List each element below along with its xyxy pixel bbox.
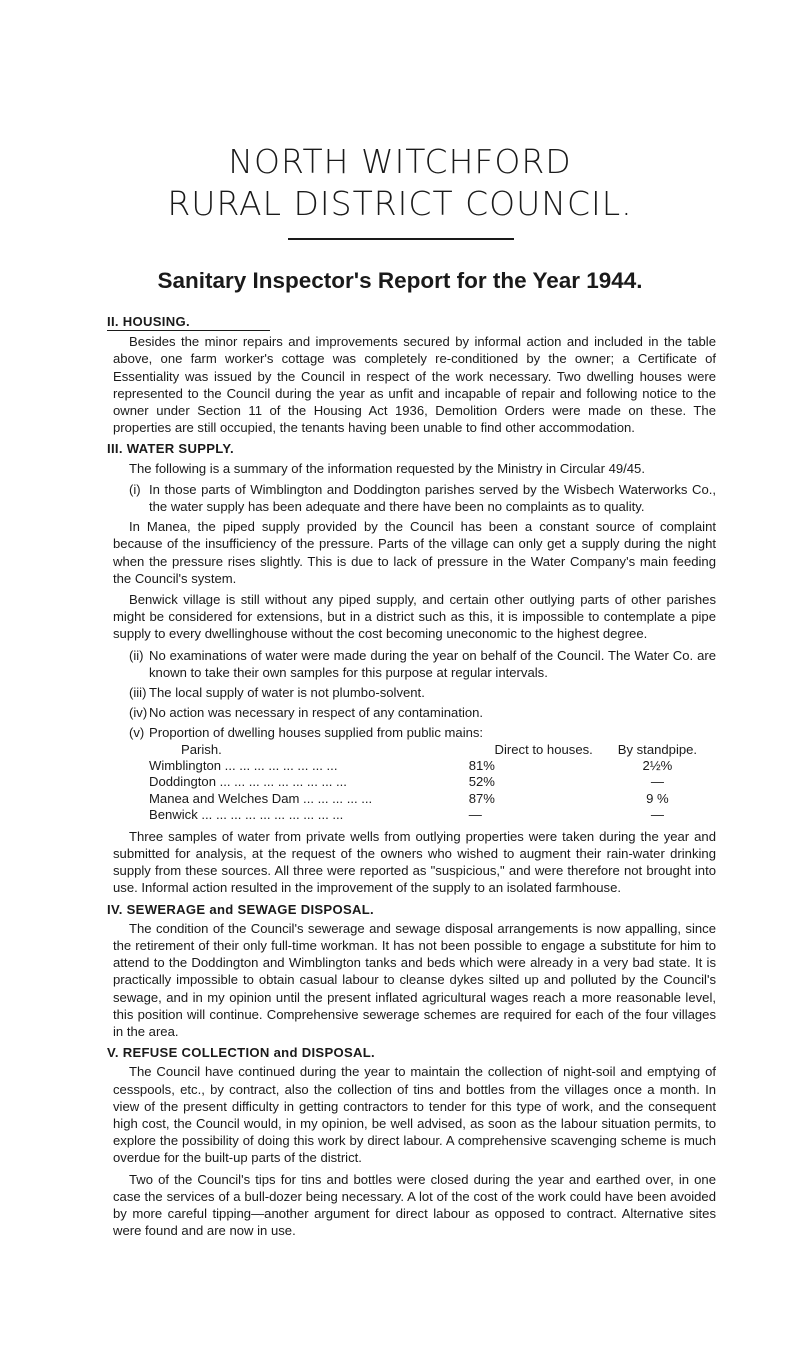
sewerage-paragraph: The condition of the Council's sewerage and sewage disposal arrangements is now appalling, since the retirement of their only full-time workman. It has not been possible to engage a substitute for him to attend to the Doddington and Wimblington tanks and beds which were already in a very bad state. It is practically impossible to obtain casual labour to cleanse dykes silted up and polluted by the Council's sewage, and in my opinion until the present inflated agricultural wages reach a more reasonable level, this position will continue. Comprehensive sewerage schemes are required for each of the four villages in the area. — [113, 920, 716, 1039]
housing-heading: II. HOUSING. — [107, 313, 716, 331]
water-item-iii: (iii) The local supply of water is not plumbo-solvent. — [129, 685, 425, 701]
water-item-i: (i) In those parts of Wimblington and Doddington parishes served by the Wisbech Waterworks Co., the water supply has been adequate and there have been no complaints as to quality. — [129, 481, 716, 515]
header-direct: Direct to houses. — [494, 741, 593, 757]
refuse-paragraph-1: The Council have continued during the year to maintain the collection of night-soil and emptying of cesspools, etc., by contract, also the collection of tins and bottles from the villages once a month. In view of the present difficulty in getting contractors to tender for this type of work, and the consequent high cost, the Council would, in my opinion, be well advised, as soon as the labour situation permits, to explore the possibility of doing this work by direct labour. A comprehensive scavenging scheme is much overdue for the built-up parts of the district. — [113, 1064, 716, 1166]
water-item-v: (v) Proportion of dwelling houses supplied from public mains: — [129, 725, 484, 741]
water-heading: III. WATER SUPPLY. — [107, 441, 234, 457]
council-name-line1: NORTH WITCHFORD — [228, 142, 572, 181]
refuse-heading: V. REFUSE COLLECTION and DISPOSAL. — [107, 1045, 375, 1061]
water-benwick-paragraph: Benwick village is still without any piped supply, and certain other outlying parts of other parishes might be considered for extensions, but in a district such as this, it is impossible to contemplate a pipe supply to every dwellinghouse without the cost becoming uneconomic to the highest degree. — [113, 592, 716, 642]
refuse-paragraph-2: Two of the Council's tips for tins and bottles were closed during the year and earthed over, in one case the services of a bull-dozer being necessary. A lot of the cost of the work could have been avoided by more careful tipping—another argument for direct labour as opposed to contract. Alternative sites were found and are now in use. — [113, 1171, 716, 1239]
water-supply-table — [149, 742, 716, 824]
header-parish: Parish. — [181, 741, 222, 757]
report-body — [107, 313, 716, 1243]
water-intro: The following is a summary of the information requested by the Ministry in Circular 49/45. — [129, 460, 645, 476]
water-item-iv: (iv) No action was necessary in respect of any contamination. — [129, 705, 484, 721]
water-manea-paragraph: In Manea, the piped supply provided by the Council has been a constant source of complaint because of the insufficiency of the pressure. Parts of the village can only get a supply during the night when the pressure rises slightly. This is due to lack of pressure in the Water Company's main feeding the Council's system. — [113, 519, 716, 586]
table-row: Manea and Welches Dam ... ... ... ... ... 87% 9 % — [149, 790, 669, 806]
council-name-line2: RURAL DISTRICT COUNCIL. — [167, 184, 633, 223]
table-row: Benwick ... ... ... ... ... ... ... ... ... ... — — — [149, 807, 664, 823]
sewerage-heading: IV. SEWERAGE and SEWAGE DISPOSAL. — [107, 901, 374, 917]
table-row: Doddington ... ... ... ... ... ... ... ... ... 52% — — [149, 774, 664, 790]
report-title: Sanitary Inspector's Report for the Year 1944. — [157, 268, 643, 293]
table-row: Wimblington ... ... ... ... ... ... ... ... 81% 2½% — [149, 758, 673, 774]
housing-paragraph: Besides the minor repairs and improvements secured by informal action and included in the table above, one farm worker's cottage was completely re-conditioned by the owner; a Certificate of Essentiality was issued by the Council in respect of the work necessary. Two dwelling houses were represented to the Council during the year as unfit and incapable of repair and following notice to the owner under Section 11 of the Housing Act 1936, Demolition Orders were made on these. The properties are still occupied, the tenants having been unable to find other accommodation. — [113, 334, 716, 436]
table-header-row — [149, 742, 716, 758]
header-standpipe: By standpipe. — [617, 741, 698, 757]
water-item-ii: (ii) No examinations of water were made during the year on behalf of the Council. The Water Co. are known to take their own samples for this purpose at regular intervals. — [129, 647, 716, 680]
water-samples-paragraph: Three samples of water from private wells from outlying properties were taken during the year and submitted for analysis, at the request of the owners who wished to augment their rain-water drinking supply from these sources. All three were reported as "suspicious," and were therefore not brought into use. Informal action resulted in the improvement of the supply to an isolated farmhouse. — [113, 828, 716, 896]
header-divider — [288, 238, 514, 240]
